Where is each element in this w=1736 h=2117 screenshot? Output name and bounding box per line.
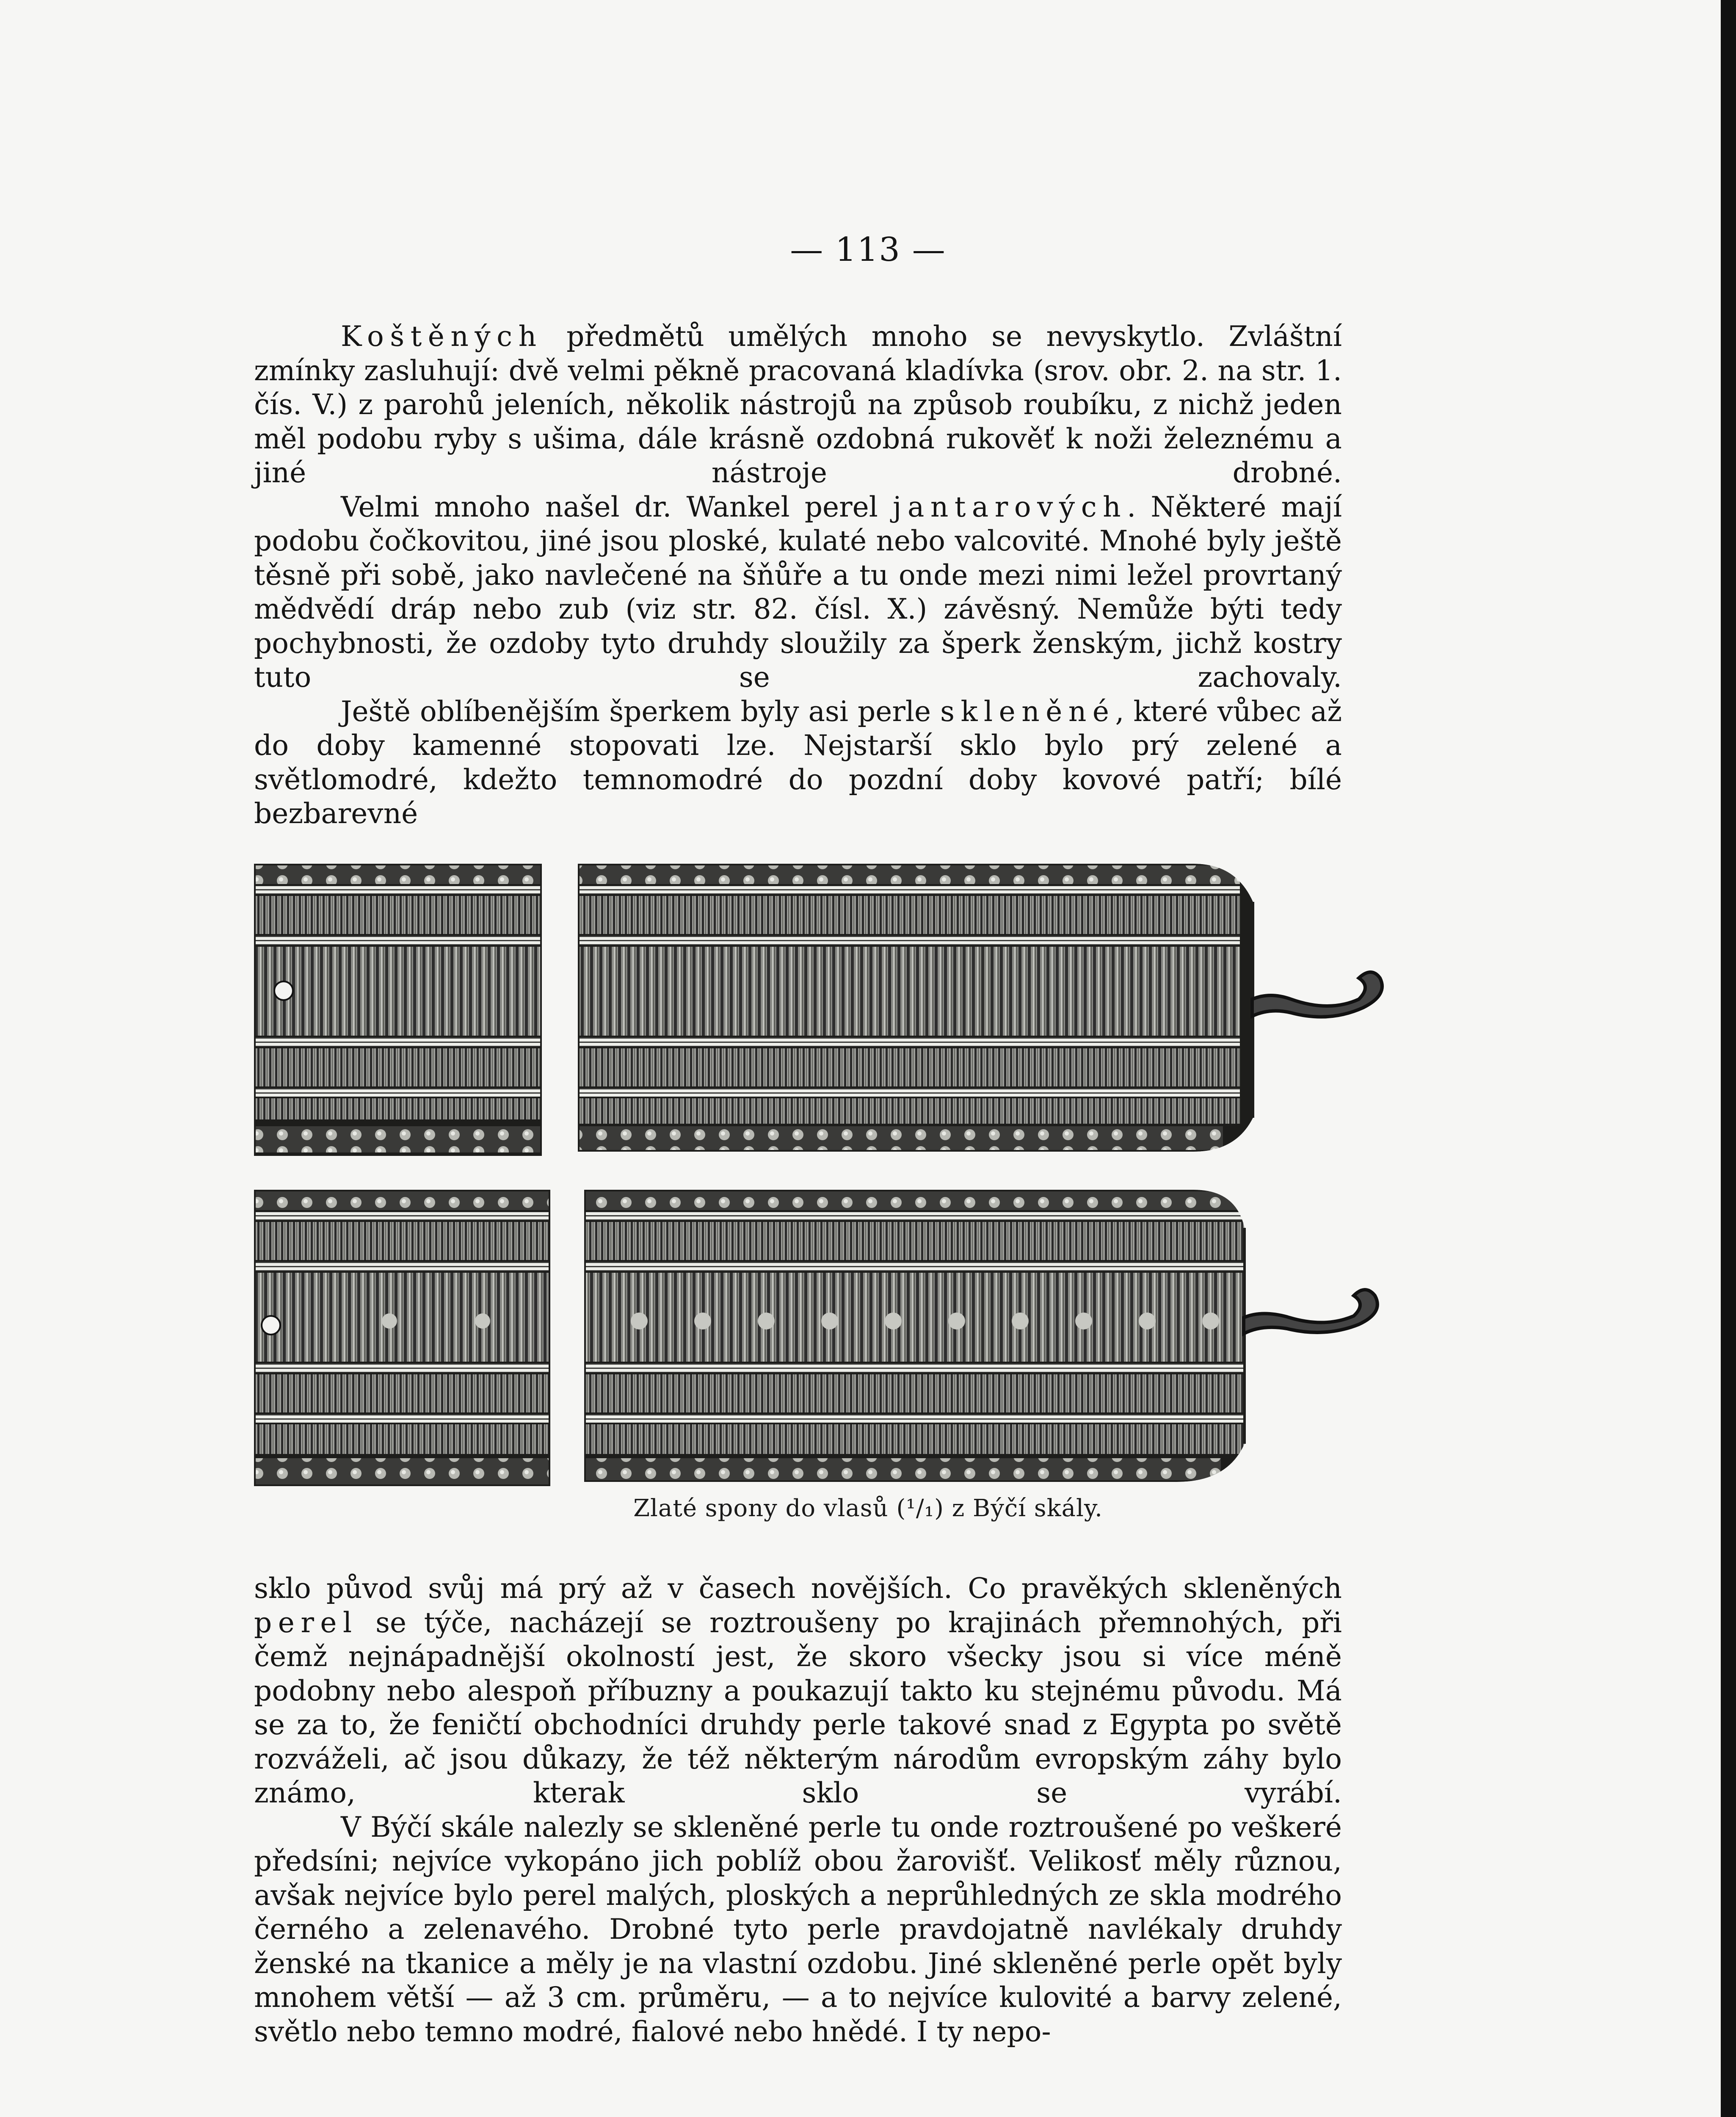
- text-run: předmětů umělých mnoho se nevyskytlo. Zvláštní zmínky zasluhují: dvě velmi pěkně pracovaná kladívka (srov. obr. 2. na str. 1. čís. V.) z parohů jeleních, několik nástrojů na způsob roubíku, z nichž jeden měl podobu ryby s ušima, dále krásně ozdobná rukověť k noži železnému a jiné nástroje drobné.: [254, 320, 1342, 489]
- figure-hair-clasps: [246, 855, 1388, 1495]
- text-run: sklo původ svůj má prý až v časech novějších. Co pravěkých skleněných: [254, 1572, 1342, 1605]
- bottom-text-block: [254, 1572, 1342, 2049]
- text-run: , které vůbec až do doby kamenné stopovati lze. Nejstarší sklo bylo prý zelené a světlomodré, kdežto temnomodré do pozdní doby kovové patří; bílé bezbarevné: [254, 695, 1342, 830]
- paragraph: [254, 1572, 1342, 1810]
- page-number: — 113 —: [790, 231, 946, 269]
- text-run: Velmi mnoho našel dr. Wankel perel: [341, 490, 893, 523]
- emphasized-word: Koštěných: [341, 320, 543, 353]
- clasp-top-left-fragment: [254, 864, 542, 1156]
- emphasized-word: jantarových: [892, 490, 1127, 523]
- emphasized-word: skleněné: [940, 695, 1115, 728]
- paragraph: [254, 695, 1342, 831]
- figure-caption: Zlaté spony do vlasů (¹/₁) z Býčí skály.: [633, 1495, 1103, 1522]
- paragraph: [254, 320, 1342, 490]
- text-run: . Některé mají podobu čočkovitou, jiné jsou ploské, kulaté nebo valcovité. Mnohé byly ještě těsně při sobě, jako navlečené na šňůře a tu onde mezi nimi ležel provrtaný mědvědí dráp nebo zub (viz str. 82. čísl. X.) závěsný. Nemůže býti tedy pochybnosti, že ozdoby tyto druhdy sloužily za šperk ženským, jichž kostry tuto se zachovaly.: [254, 490, 1342, 694]
- top-text-block: [254, 320, 1342, 831]
- clasp-bottom-right-with-hook: [584, 1190, 1377, 1482]
- clasp-top-right-with-hook: [578, 864, 1382, 1152]
- paragraph: [254, 490, 1342, 695]
- emphasized-word: perel: [254, 1606, 358, 1639]
- scan-border-right: [1721, 0, 1736, 2117]
- text-run: V Býčí skále nalezly se skleněné perle tu onde roztroušené po veškeré předsíni; nejvíce vykopáno jich poblíž obou žarovišť. Velikosť měly různou, avšak nejvíce bylo perel malých, ploských a neprůhledných ze skla modrého černého a zelenavého. Drobné tyto perle pravdojatně navlékaly druhdy ženské na tkanice a měly je na vlastní ozdobu. Jiné skleněné perle opět byly mnohem větší — až 3 cm. průměru, — a to nejvíce kulovité a barvy zelené, světlo nebo temno modré, fialové nebo hnědé. I ty nepo-: [254, 1810, 1342, 2048]
- clasp-bottom-left-fragment: [254, 1190, 550, 1486]
- text-run: Ještě oblíbenějším šperkem byly asi perle: [341, 695, 941, 728]
- paragraph: [254, 1810, 1342, 2049]
- text-run: se týče, nacházejí se roztroušeny po krajinách přemnohých, při čemž nejnápadnější okolností jest, že skoro všecky jsou si více méně podobny nebo alespoň příbuzny a poukazují takto ku stejnému původu. Má se za to, že feničtí obchodníci druhdy perle takové snad z Egypta po světě rozváželi, ač jsou důkazy, že též některým národům evropským záhy bylo známo, kterak sklo se vyrábí.: [254, 1606, 1342, 1809]
